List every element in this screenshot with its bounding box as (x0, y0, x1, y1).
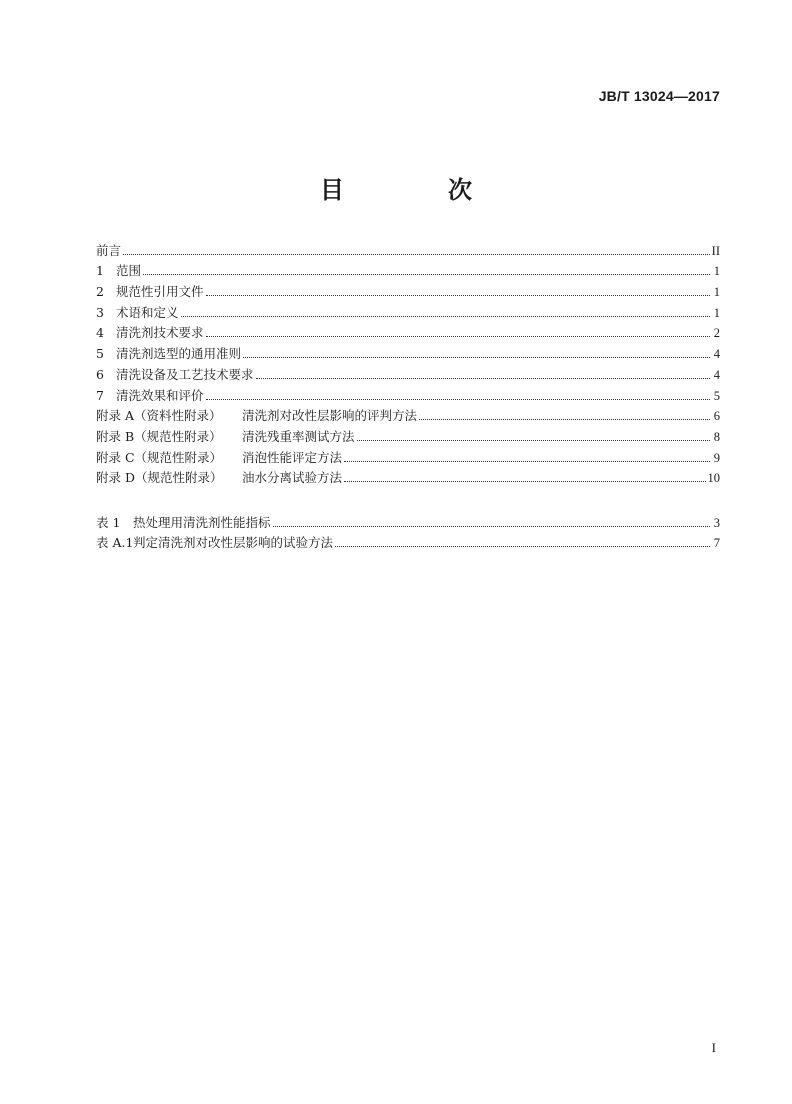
toc-entry-number: 2 (96, 284, 104, 300)
appendix-page: 9 (713, 450, 720, 465)
appendix-page: 8 (713, 429, 720, 444)
page-number: I (711, 1040, 716, 1055)
toc-entry-page: 1 (713, 305, 720, 320)
dot-leader (243, 357, 710, 358)
dot-leader (181, 316, 710, 317)
toc-table-1[interactable] (96, 510, 720, 531)
toc-entry-number: 7 (96, 387, 104, 403)
toc-entry-title: 前言 (96, 242, 122, 258)
toc-entry-3[interactable] (96, 300, 720, 321)
toc-entry-page: 4 (713, 347, 720, 362)
toc-entry-number: 5 (96, 346, 104, 362)
toc-entry-number: 4 (96, 325, 104, 341)
table-number: 表 A.1 (96, 535, 134, 551)
toc-entry-title: 清洗剂技术要求 (116, 325, 204, 341)
toc-appendix-b[interactable] (96, 424, 720, 445)
toc-entry-title: 清洗设备及工艺技术要求 (116, 366, 254, 382)
toc-entry-page: 5 (713, 388, 720, 403)
toc-entry-foreword[interactable] (96, 238, 720, 259)
toc-entry-page: 1 (713, 264, 720, 279)
table-number: 表 1 (96, 514, 121, 530)
appendix-title: 消泡性能评定方法 (242, 449, 343, 465)
dot-leader (143, 274, 710, 275)
list-of-tables (96, 510, 720, 551)
toc-entry-number: 1 (96, 263, 104, 279)
table-page: 3 (713, 515, 720, 530)
toc-entry-page: 1 (713, 285, 720, 300)
table-page: 7 (713, 536, 720, 551)
appendix-page: 10 (707, 471, 720, 486)
appendix-title: 清洗剂对改性层影响的评判方法 (242, 408, 418, 424)
appendix-title: 清洗残重率测试方法 (242, 428, 355, 444)
toc-entry-title: 范围 (116, 263, 142, 279)
table-title: 判定清洗剂对改性层影响的试验方法 (133, 535, 334, 551)
table-title: 热处理用清洗剂性能指标 (133, 514, 271, 530)
toc-entry-title: 术语和定义 (116, 304, 179, 320)
dot-leader (256, 378, 710, 379)
toc-entry-2[interactable] (96, 279, 720, 300)
dot-leader (419, 419, 710, 420)
toc-entry-page: 2 (713, 326, 720, 341)
appendix-title: 油水分离试验方法 (242, 470, 343, 486)
toc-entry-6[interactable] (96, 362, 720, 383)
dot-leader (206, 399, 710, 400)
dot-leader (206, 295, 710, 296)
toc-entry-4[interactable] (96, 321, 720, 342)
dot-leader (357, 440, 710, 441)
appendix-label: 附录 C（规范性附录） (96, 449, 223, 465)
dot-leader (335, 546, 710, 547)
table-of-contents (96, 238, 720, 486)
toc-entry-title: 清洗效果和评价 (116, 387, 204, 403)
dot-leader (273, 526, 710, 527)
toc-entry-number: 3 (96, 304, 104, 320)
appendix-label: 附录 B（规范性附录） (96, 428, 222, 444)
toc-entry-number: 6 (96, 366, 104, 382)
dot-leader (123, 254, 710, 255)
page-title: 目 次 (320, 176, 512, 204)
toc-entry-page: II (711, 243, 720, 258)
toc-appendix-a[interactable] (96, 404, 720, 425)
toc-entry-page: 4 (713, 367, 720, 382)
dot-leader (206, 336, 710, 337)
toc-entry-5[interactable] (96, 341, 720, 362)
appendix-label: 附录 A（资料性附录） (96, 408, 222, 424)
dot-leader (344, 481, 705, 482)
document-code: JB/T 13024—2017 (598, 88, 720, 104)
toc-appendix-d[interactable] (96, 466, 720, 487)
toc-entry-title: 清洗剂选型的通用准则 (116, 346, 242, 362)
toc-entry-7[interactable] (96, 383, 720, 404)
toc-appendix-c[interactable] (96, 445, 720, 466)
toc-entry-1[interactable] (96, 259, 720, 280)
toc-table-a1[interactable] (96, 531, 720, 552)
toc-entry-title: 规范性引用文件 (116, 284, 204, 300)
dot-leader (344, 461, 710, 462)
appendix-label: 附录 D（规范性附录） (96, 470, 223, 486)
appendix-page: 6 (713, 409, 720, 424)
